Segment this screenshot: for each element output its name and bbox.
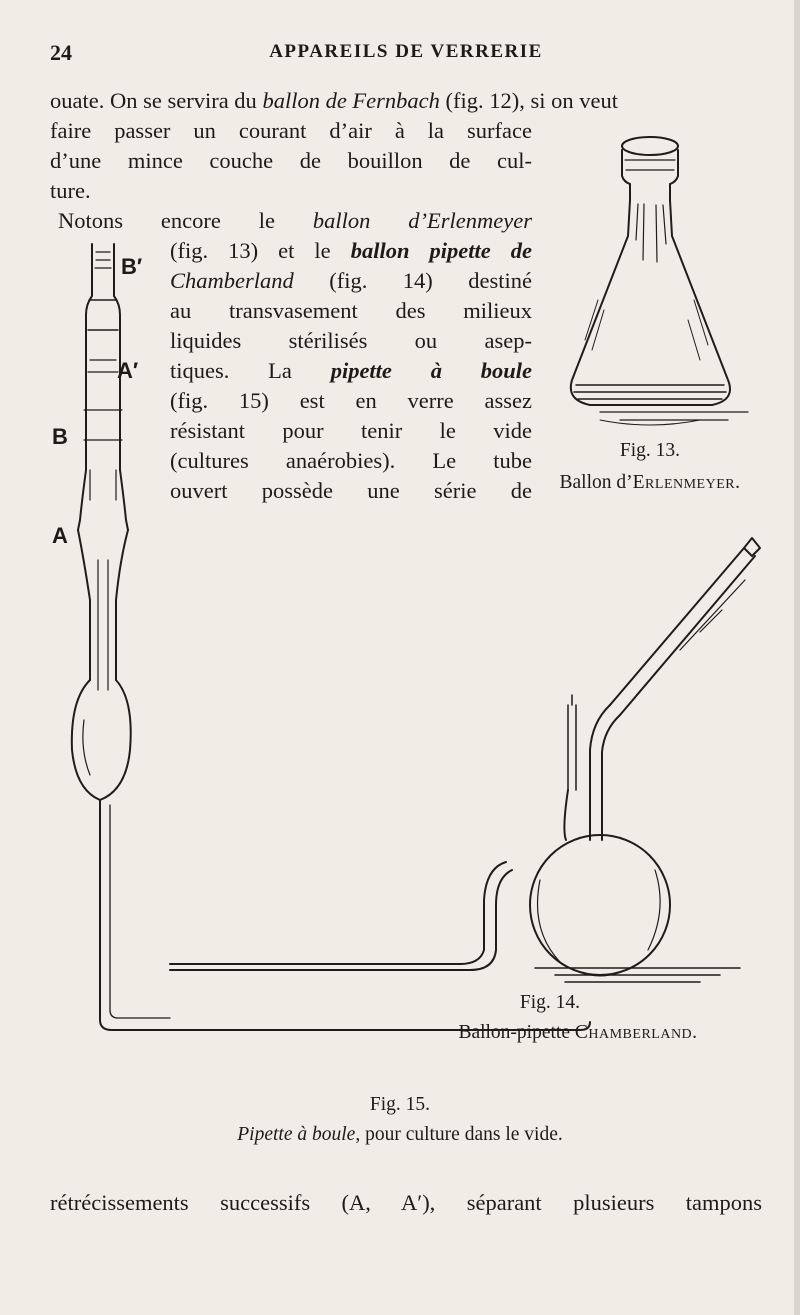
text-line-8: au transvasement des milieux xyxy=(170,298,532,323)
fig14-number: Fig. 14. xyxy=(519,992,581,1013)
text-line-11: (fig. 15) est en verre assez xyxy=(170,388,532,413)
erlenmeyer-flask-illustration xyxy=(571,137,748,425)
label-a-prime: A′ xyxy=(117,358,139,383)
text-line-6: (fig. 13) et le ballon pipette de xyxy=(170,238,532,263)
text-line-9: liquides stérilisés ou asep- xyxy=(170,328,532,353)
text-line-4: ture. xyxy=(50,178,91,203)
chamberland-ballon-pipette-illustration xyxy=(170,538,760,982)
label-a: A xyxy=(52,523,68,548)
label-b-prime: B′ xyxy=(121,254,143,279)
fig15-caption: Pipette à boule, pour culture dans le vide. xyxy=(237,1124,563,1145)
text-line-13: (cultures anaérobies). Le tube xyxy=(170,448,532,473)
fig15-number: Fig. 15. xyxy=(369,1094,431,1115)
text-line-10: tiques. La pipette à boule xyxy=(170,358,532,383)
text-line-5: Notons encore le ballon d’Erlenmeyer xyxy=(58,208,533,233)
pipette-a-boule-illustration xyxy=(72,244,590,1030)
text-line-12: résistant pour tenir le vide xyxy=(170,418,532,443)
fig14-caption: Ballon-pipette Chamberland. xyxy=(458,1022,698,1043)
text-line-1: ouate. On se servira du ballon de Fernbach (fig. 12), si on veut xyxy=(50,88,619,113)
text-line-3: d’une mince couche de bouillon de cul- xyxy=(50,148,532,173)
label-b: B xyxy=(52,424,68,449)
fig13-caption: Ballon d’Erlenmeyer. xyxy=(559,472,741,493)
text-line-2: faire passer un courant d’air à la surface xyxy=(50,118,532,143)
text-line-7: Chamberland (fig. 14) destiné xyxy=(170,268,532,293)
fig13-number: Fig. 13. xyxy=(619,440,681,461)
page-number: 24 xyxy=(50,40,72,65)
text-line-last: rétrécissements successifs (A, A′), séparant plusieurs tampons xyxy=(50,1190,762,1215)
text-line-14: ouvert possède une série de xyxy=(170,478,532,503)
running-title: APPAREILS DE VERRERIE xyxy=(269,41,543,62)
